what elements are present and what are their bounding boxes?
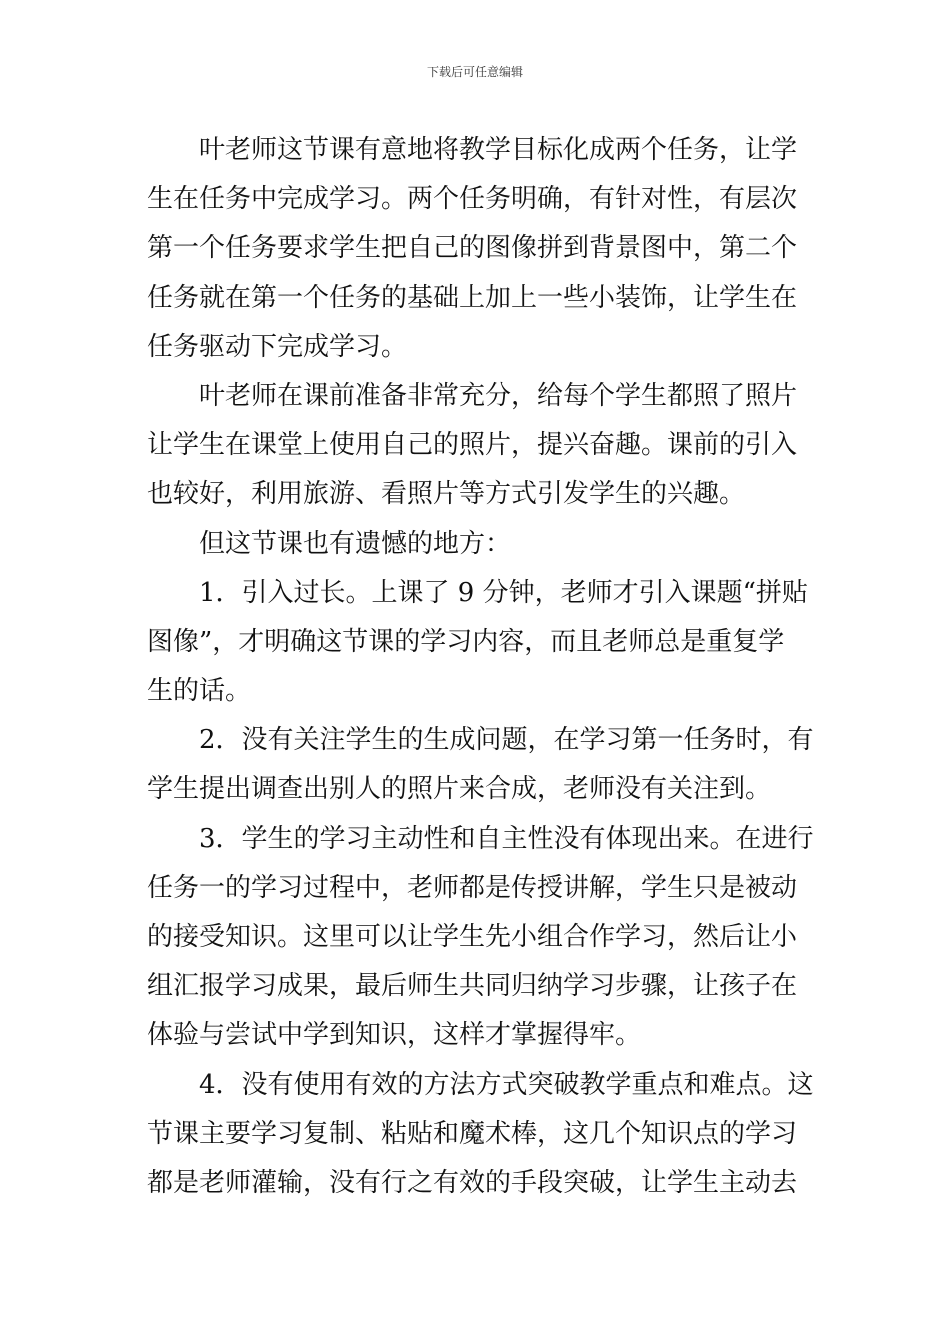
text-line: 图像”，才明确这节课的学习内容，而且老师总是重复学	[147, 626, 785, 657]
text-line: 2．没有关注学生的生成问题，在学习第一任务时，有	[199, 725, 814, 756]
text-line: 叶老师这节课有意地将教学目标化成两个任务，让学	[199, 135, 798, 165]
text-line: 节课主要学习复制、粘贴和魔术棒，这几个知识点的学习	[147, 1118, 798, 1149]
text-line: 都是老师灌输，没有行之有效的手段突破，让学生主动去	[147, 1167, 798, 1198]
text-line: 的接受知识。这里可以让学生先小组合作学习，然后让小	[147, 922, 798, 952]
text-line: 生在任务中完成学习。两个任务明确，有针对性，有层次	[147, 184, 798, 215]
text-line: 3．学生的学习主动性和自主性没有体现出来。在进行	[199, 823, 814, 854]
text-line: 1．引入过长。上课了 9 分钟，老师才引入课题“拼贴	[199, 577, 808, 608]
text-line: 让学生在课堂上使用自己的照片，提兴奋趣。课前的引入	[147, 430, 798, 461]
text-line: 任务就在第一个任务的基础上加上一些小装饰，让学生在	[147, 282, 798, 313]
text-line: 任务一的学习过程中，老师都是传授讲解，学生只是被动	[147, 872, 798, 903]
document-body	[147, 126, 814, 1208]
text-line: 4．没有使用有效的方法方式突破教学重点和难点。这	[199, 1069, 814, 1100]
text-line: 但这节课也有遗憾的地方：	[199, 528, 512, 559]
text-line: 体验与尝试中学到知识，这样才掌握得牢。	[147, 1020, 642, 1051]
text-line: 第一个任务要求学生把自己的图像拼到背景图中，第二个	[147, 233, 798, 264]
text-line: 生的话。	[147, 676, 252, 707]
text-line: 也较好，利用旅游、看照片等方式引发学生的兴趣。	[147, 479, 746, 510]
text-line: 学生提出调查出别人的照片来合成，老师没有关注到。	[147, 774, 772, 805]
text-line: 任务驱动下完成学习。	[147, 331, 408, 362]
page-header: 下载后可任意编辑	[426, 65, 523, 79]
text-line: 叶老师在课前准备非常充分，给每个学生都照了照片	[199, 380, 798, 411]
text-line: 组汇报学习成果，最后师生共同归纳学习步骤，让孩子在	[147, 971, 798, 1002]
